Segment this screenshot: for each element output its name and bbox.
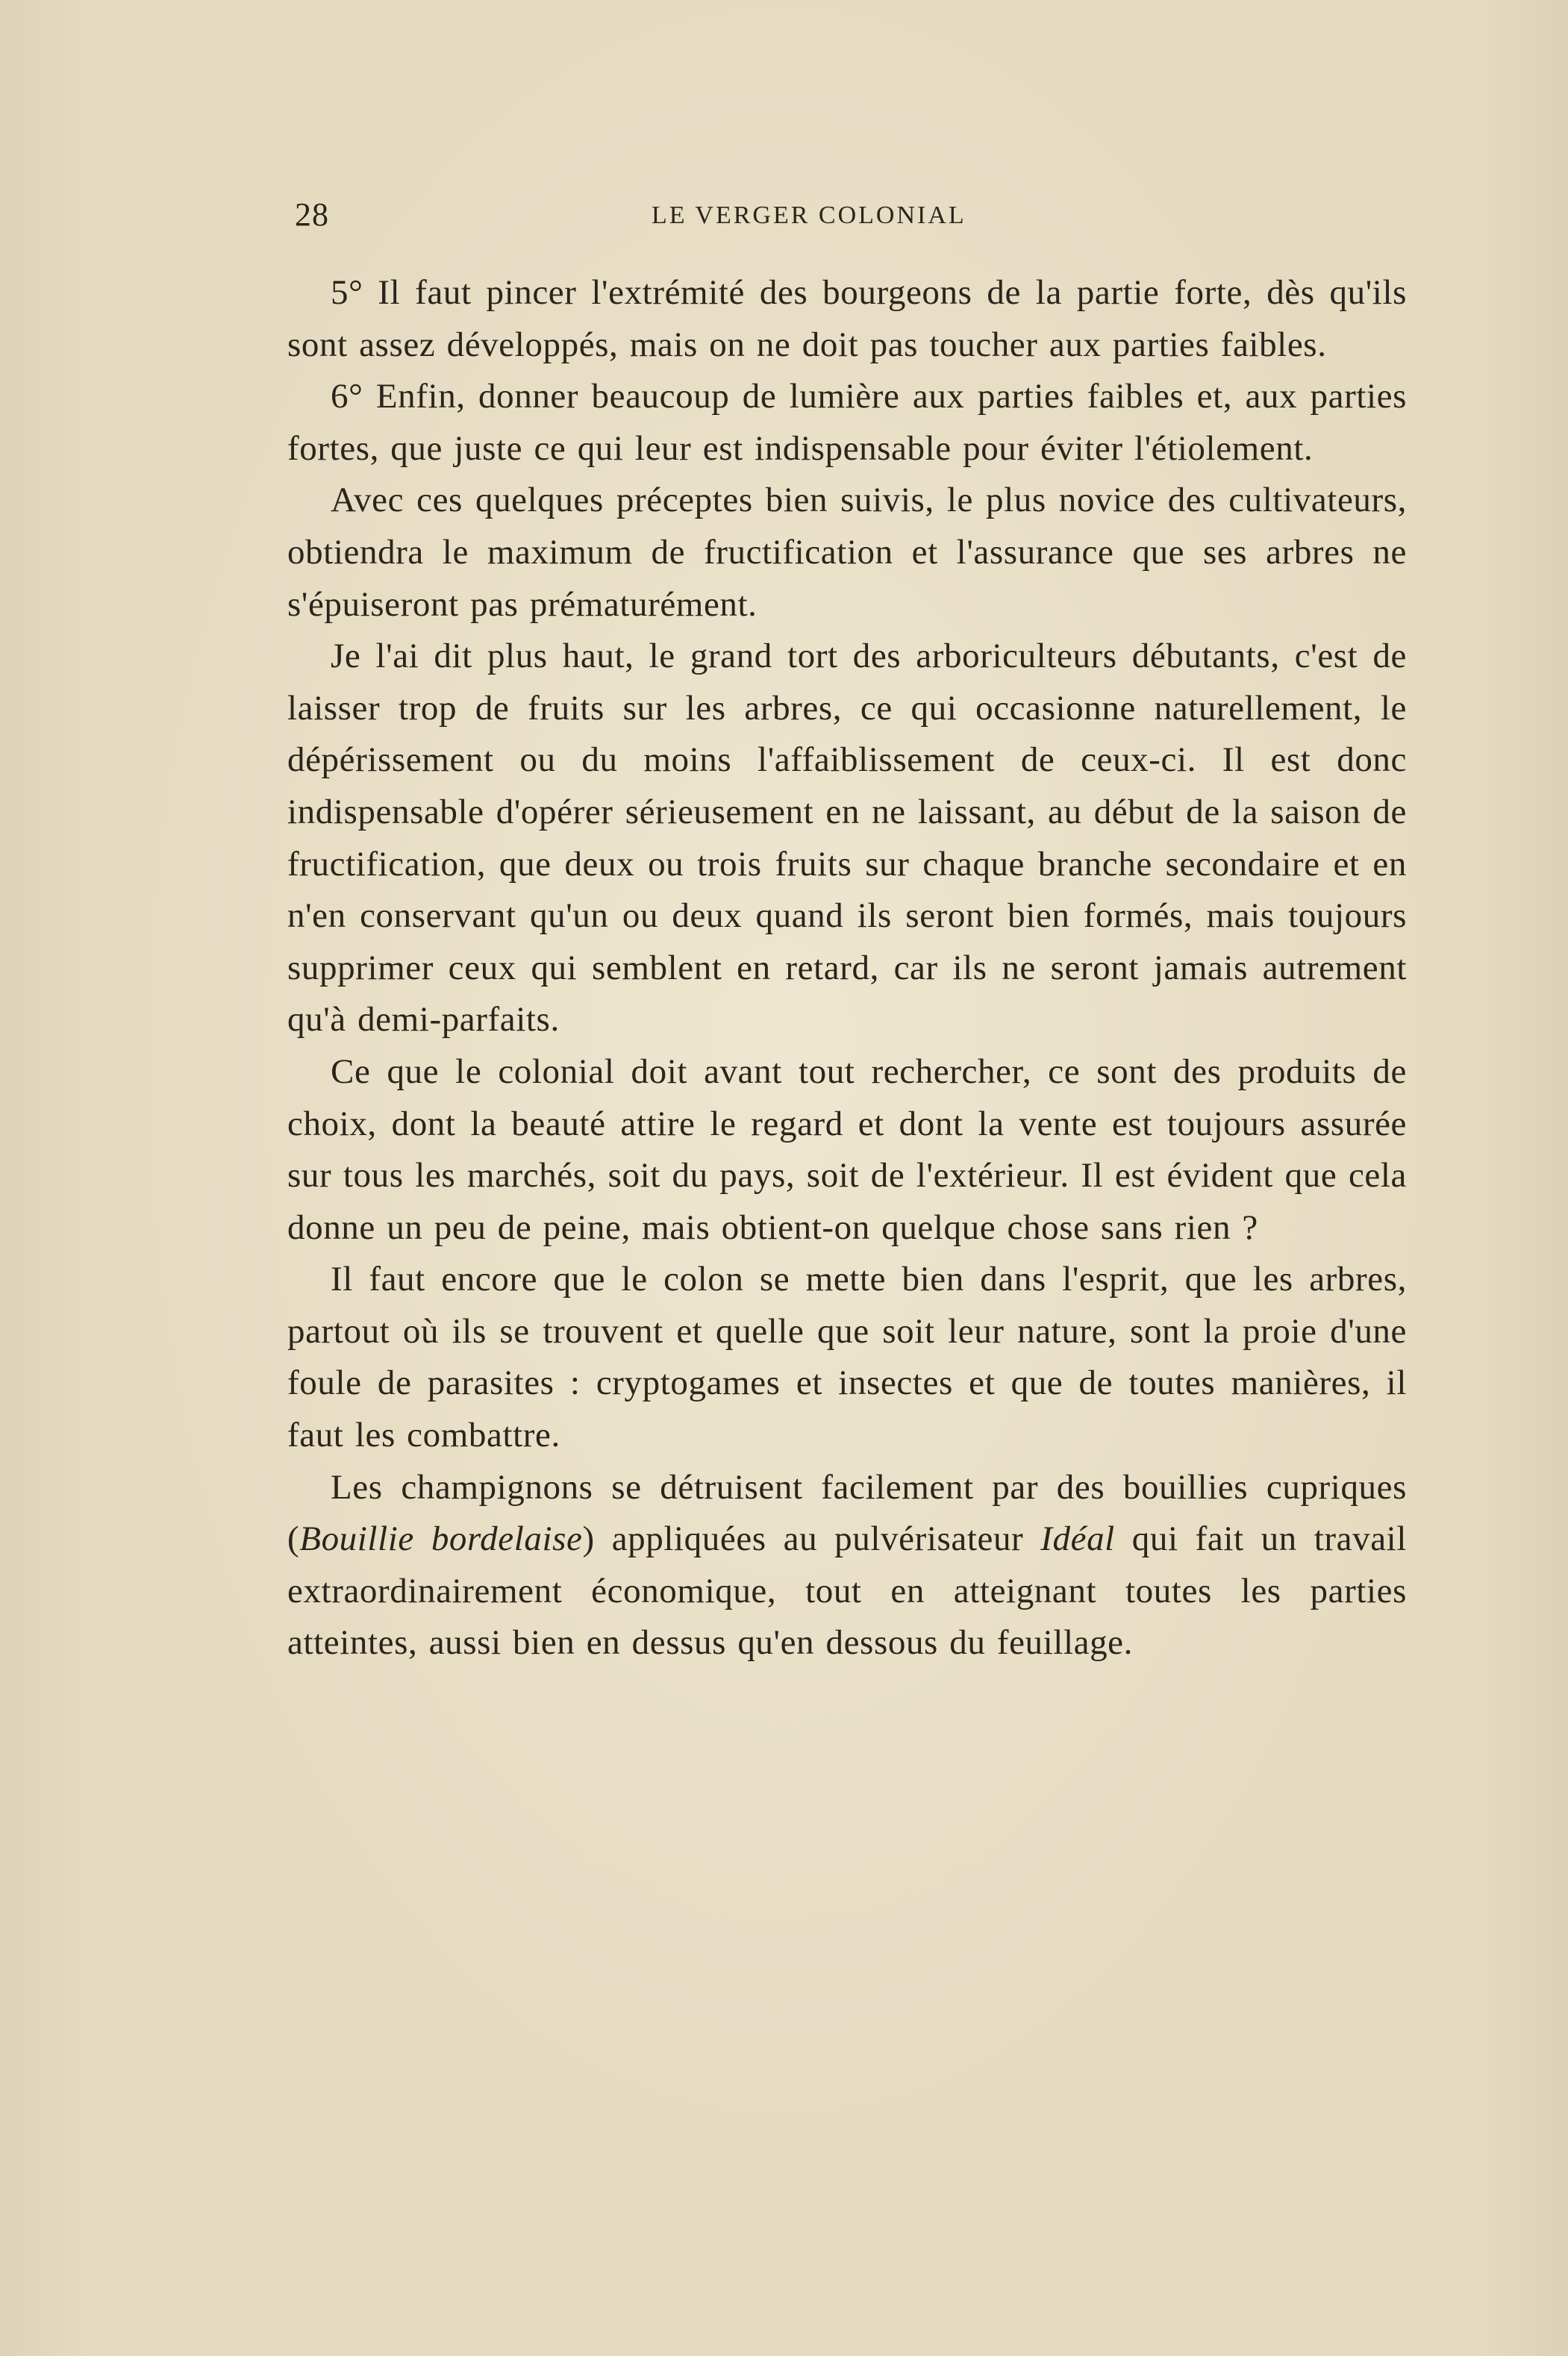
paragraph-champignons bbox=[287, 1462, 1407, 1669]
body-text bbox=[287, 267, 1407, 1669]
paragraph-rule-6: 6° Enfin, donner beaucoup de lumière aux parties faibles et, aux parties fortes, que juste ce qui leur est indispensable pour éviter l'étiolement. bbox=[287, 377, 1407, 468]
paragraph-parasites: Il faut encore que le colon se mette bien dans l'esprit, que les arbres, partout où ils se trouvent et quelle que soit leur nature, sont la proie d'une foule de parasites : cryptogames et insectes et que de toutes manières, il faut les combattre. bbox=[287, 1260, 1407, 1455]
bouillie-bordelaise-italic: Bouillie bordelaise bbox=[299, 1519, 583, 1559]
paragraph-rule-5: 5° Il faut pincer l'extrémité des bourgeons de la partie forte, dès qu'ils sont assez développés, mais on ne doit pas toucher aux parties faibles. bbox=[287, 273, 1407, 364]
paragraph-debutants: Je l'ai dit plus haut, le grand tort des arboriculteurs débutants, c'est de laisser trop de fruits sur les arbres, ce qui occasionne naturellement, le dépérissement ou du moins l'affaiblissement de ceux-ci. Il est donc indispensable d'opérer sérieusement en ne laissant, au début de la saison de fructification, que deux ou trois fruits sur chaque branche secondaire et en n'en conservant qu'un ou deux quand ils seront bien formés, mais toujours supprimer ceux qui semblent en retard, car ils ne seront jamais autrement qu'à demi-parfaits. bbox=[287, 637, 1407, 1040]
running-head bbox=[287, 196, 1407, 240]
running-title: LE VERGER COLONIAL bbox=[652, 201, 966, 229]
page-number: 28 bbox=[295, 196, 329, 233]
champignons-text-end: qui fait un travail extraordinairement économique, tout en atteignant toutes les parties atteintes, aussi bien en dessus qu'en dessous du feuillage. bbox=[287, 1519, 1407, 1663]
paragraph-produits-de-choix: Ce que le colonial doit avant tout rechercher, ce sont des produits de choix, dont la beauté attire le regard et dont la vente est toujours assurée sur tous les marchés, soit du pays, soit de l'extérieur. Il est évident que cela donne un peu de peine, mais obtient-on quelque chose sans rien ? bbox=[287, 1052, 1407, 1247]
ideal-italic: Idéal bbox=[1040, 1519, 1115, 1559]
paragraph-preceptes: Avec ces quelques préceptes bien suivis, le plus novice des cultivateurs, obtiendra le maximum de fructification et l'assurance que ses arbres ne s'épuiseront pas prématurément. bbox=[287, 481, 1407, 624]
champignons-text-start: Les champignons se détruisent facilement par des bouillies cupriques ( bbox=[287, 1467, 1407, 1559]
champignons-text-middle: ) appliquées au pulvérisateur bbox=[582, 1519, 1041, 1559]
